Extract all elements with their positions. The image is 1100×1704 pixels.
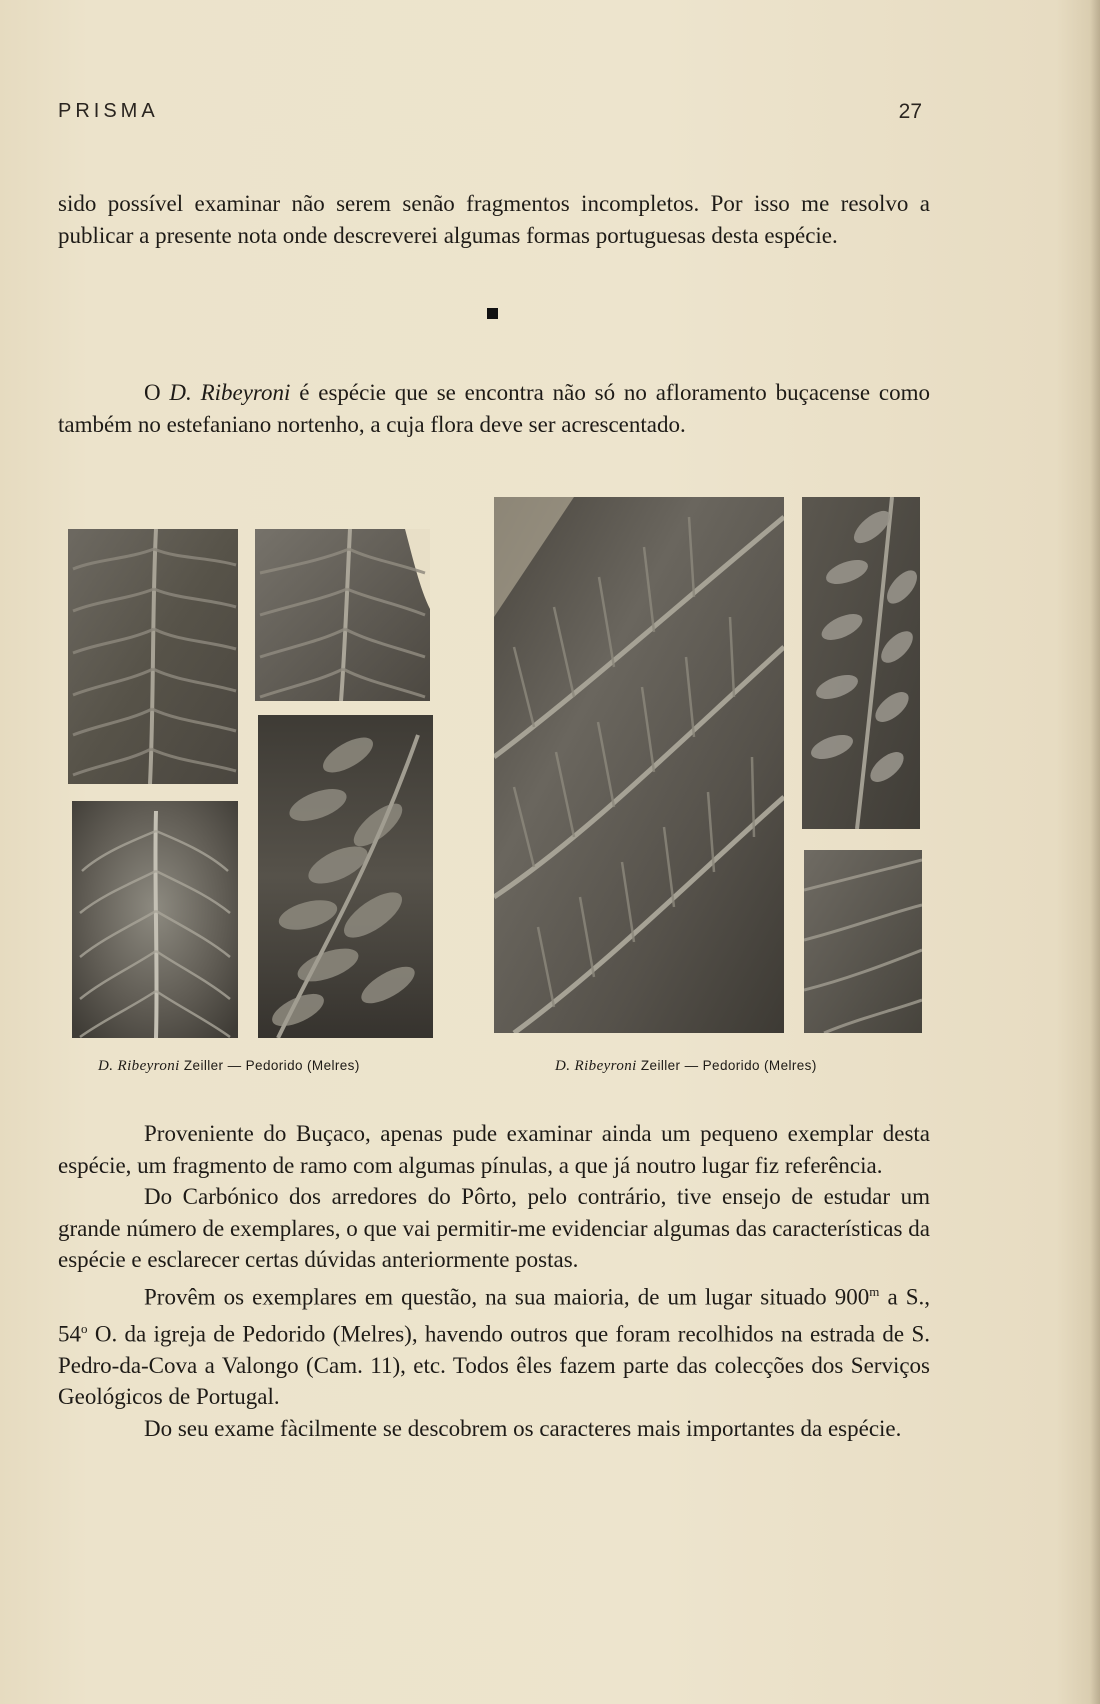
fossil-photo-middle-top (255, 529, 430, 701)
paragraph-provenance (58, 1276, 930, 1413)
fossil-photo-right-top (802, 497, 920, 829)
page-edge-shadow (1090, 0, 1100, 1704)
fossil-photo-left-top (68, 529, 238, 784)
paragraph-species-distribution (58, 377, 930, 440)
paragraph-carbonico: Do Carbónico dos arredores do Pôrto, pelo contrário, tive ensejo de estudar um grande número de exemplares, o que vai permitir-me evidenciar algumas das características da espécie e esclarecer certas dúvidas anteriormente postas. (58, 1184, 930, 1272)
figure-caption-left (98, 1058, 360, 1075)
paragraph-continuation: sido possível examinar não serem senão fragmentos incompletos. Por isso me resolvo a publicar a presente nota onde descreverei algumas formas portuguesas desta espécie. (58, 191, 930, 248)
superscript-m: m (869, 1283, 880, 1299)
caption-left-species: D. Ribeyroni (98, 1058, 180, 1074)
fossil-photo-large (494, 497, 784, 1033)
fossil-photo-right-bottom (804, 850, 922, 1033)
text-after-species: é espécie que se encontra não só no afloramento buçacense como também no estefaniano nortenho, a cuja flora deve ser acrescentado. (58, 380, 930, 437)
fossil-photo-middle-bottom (258, 715, 433, 1038)
text-before-species: O (144, 380, 170, 405)
provenance-text-start: Provêm os exemplares em questão, na sua maioria, de um lugar situado 900 (144, 1284, 870, 1310)
running-title: PRISMA (58, 100, 159, 122)
superscript-degree: o (81, 1320, 88, 1336)
species-name: D. Ribeyroni (169, 380, 291, 405)
provenance-text-middle: a S., 54 (58, 1284, 930, 1347)
provenance-text-end: O. da igreja de Pedorido (Melres), havendo outros que foram recolhidos na estrada de S. Pedro-da-Cova a Valongo (Cam. 11), etc. Todos êles fazem parte das colecções dos Serviços Geológicos de Portugal. (58, 1321, 930, 1410)
paragraph-exam: Do seu exame fàcilmente se descobrem os caracteres mais importantes da espécie. (144, 1415, 902, 1441)
caption-right-species: D. Ribeyroni (555, 1058, 637, 1074)
figure-caption-right (555, 1058, 817, 1075)
paragraph-bucaco: Proveniente do Buçaco, apenas pude examinar ainda um pequeno exemplar desta espécie, um fragmento de ramo com algumas pínulas, a que já noutro lugar fiz referência. (58, 1121, 930, 1178)
caption-left-text: Zeiller — Pedorido (Melres) (179, 1058, 360, 1073)
fossil-photo-left-bottom (72, 801, 238, 1038)
section-break-mark (487, 308, 498, 319)
caption-right-text: Zeiller — Pedorido (Melres) (636, 1058, 817, 1073)
page-number: 27 (898, 100, 922, 123)
body-text-lower (58, 1118, 930, 1444)
